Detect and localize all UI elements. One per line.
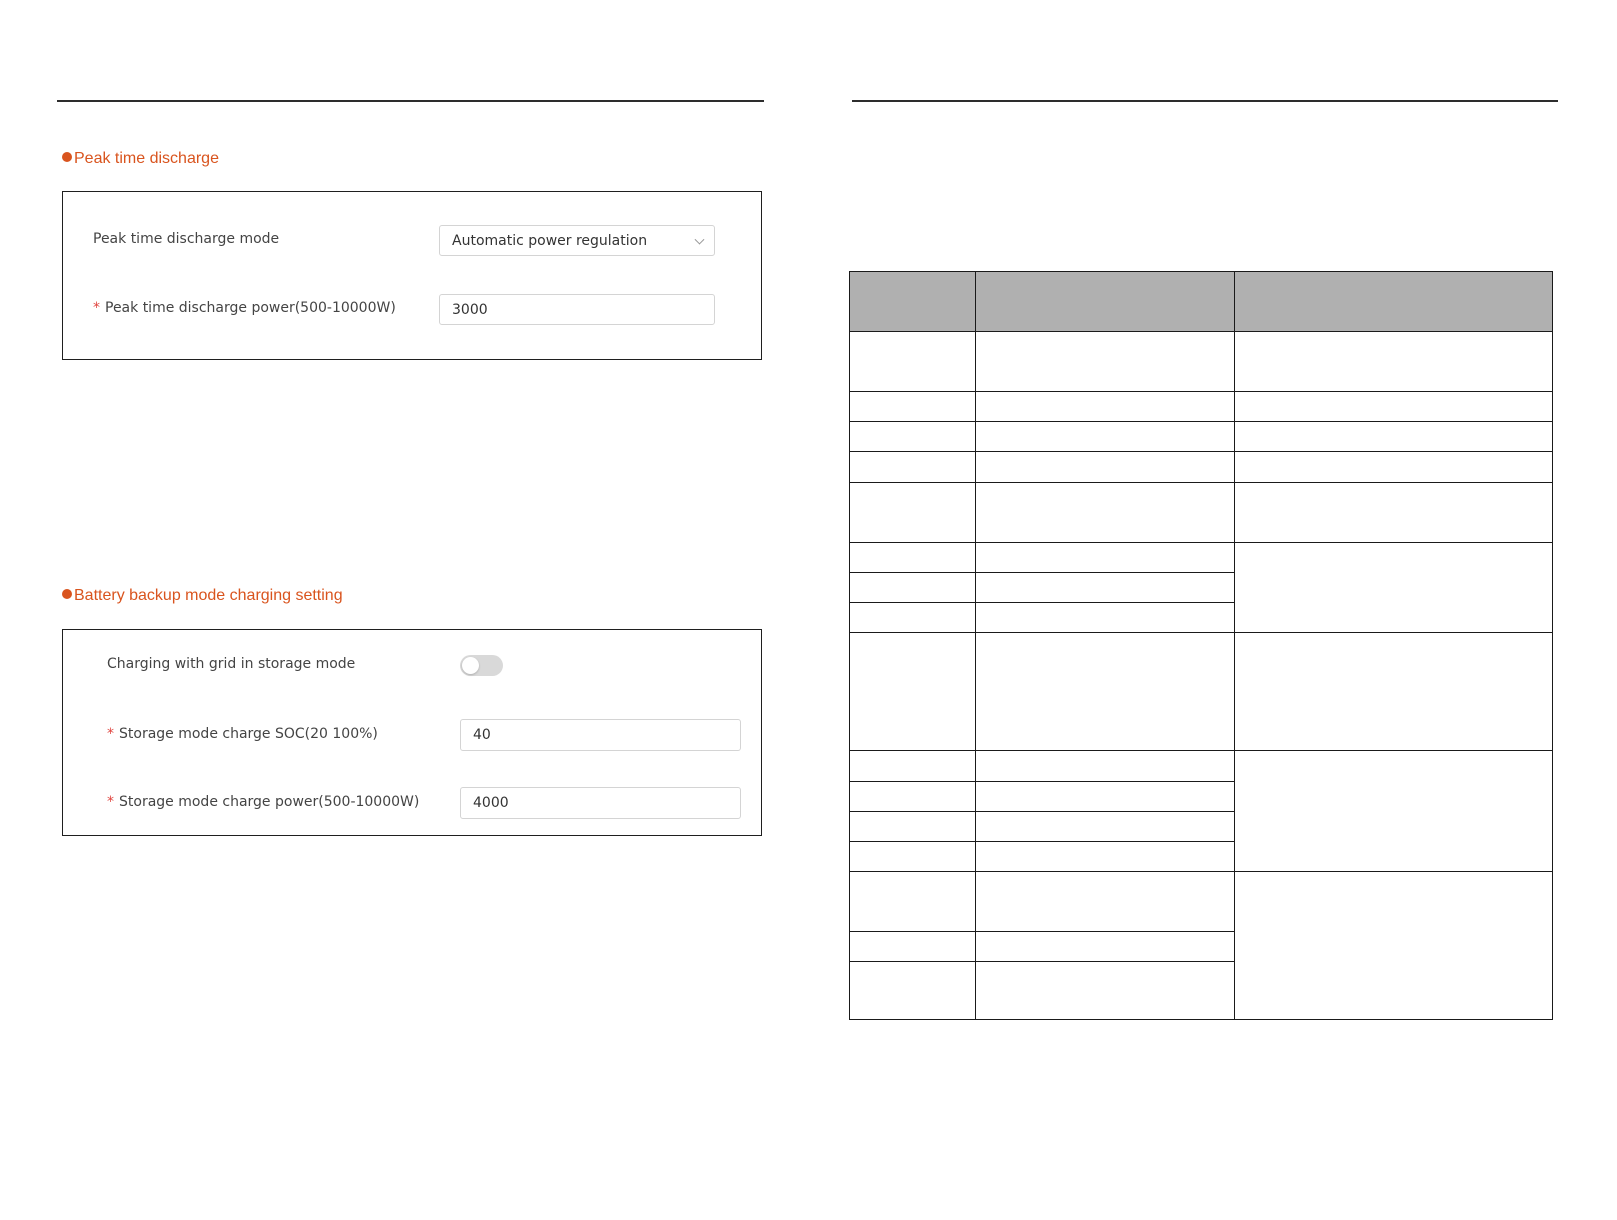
table-cell: [976, 782, 1235, 812]
table-row: [850, 543, 1553, 573]
peak-power-label: [93, 300, 396, 316]
table-cell: [976, 392, 1235, 422]
page-rule-right: [852, 100, 1558, 102]
chevron-down-icon[interactable]: [695, 234, 705, 244]
table-cell: [850, 483, 976, 543]
table-cell: [850, 603, 976, 633]
charge-power-label: [107, 794, 419, 810]
backup-heading-text: Battery backup mode charging setting: [74, 587, 343, 604]
table-cell: [850, 452, 976, 483]
backup-section-heading: [62, 587, 343, 605]
table-cell: [850, 332, 976, 392]
peak-mode-label: Peak time discharge mode: [93, 231, 280, 247]
table-cell: [1235, 483, 1553, 543]
bullet-dot-icon: [62, 152, 72, 162]
bullet-dot-icon: [62, 589, 72, 599]
table-cell: [1235, 633, 1553, 751]
required-mark: *: [93, 300, 100, 316]
charge-power-label-text: Storage mode charge power(500-10000W): [119, 794, 420, 810]
soc-label-text: Storage mode charge SOC(20 100%): [119, 726, 378, 742]
table-header-cell: [1235, 272, 1553, 332]
table-row: [850, 483, 1553, 543]
table-row: [850, 332, 1553, 392]
table-cell: [850, 872, 976, 932]
spec-table: [849, 271, 1553, 1020]
peak-power-input[interactable]: [439, 294, 715, 325]
table-cell-merged: [1235, 751, 1553, 872]
table-cell-merged: [1235, 543, 1553, 633]
table-row: [850, 392, 1553, 422]
peak-mode-value: Automatic power regulation: [452, 232, 648, 249]
table-cell: [850, 392, 976, 422]
page-rule-left: [57, 100, 764, 102]
soc-label: [107, 726, 378, 742]
table-cell: [1235, 452, 1553, 483]
grid-charging-toggle[interactable]: [460, 655, 503, 676]
table-cell: [1235, 332, 1553, 392]
table-row: [850, 872, 1553, 932]
table-cell: [850, 573, 976, 603]
soc-value: 40: [473, 727, 491, 743]
peak-section-heading: [62, 150, 219, 168]
table-cell: [976, 633, 1235, 751]
table-cell: [850, 543, 976, 573]
table-cell: [976, 332, 1235, 392]
table-cell: [976, 812, 1235, 842]
table-cell: [850, 422, 976, 452]
required-mark: *: [107, 794, 114, 810]
table-cell: [976, 932, 1235, 962]
soc-input[interactable]: [460, 719, 741, 751]
table-cell: [850, 782, 976, 812]
peak-discharge-panel: [62, 191, 762, 360]
table-cell: [1235, 392, 1553, 422]
table-row: [850, 452, 1553, 483]
table-cell: [976, 842, 1235, 872]
charge-power-input[interactable]: [460, 787, 741, 819]
table-cell: [850, 812, 976, 842]
table-cell: [850, 751, 976, 782]
table-header-cell: [976, 272, 1235, 332]
table-cell: [976, 483, 1235, 543]
table-cell: [1235, 422, 1553, 452]
table-row: [850, 751, 1553, 782]
charge-power-value: 4000: [473, 795, 509, 811]
peak-power-label-text: Peak time discharge power(500-10000W): [105, 300, 396, 316]
table-cell: [850, 842, 976, 872]
table-row: [850, 422, 1553, 452]
table-cell: [976, 962, 1235, 1020]
toggle-knob: [462, 657, 479, 674]
table-cell: [976, 573, 1235, 603]
table-header-cell: [850, 272, 976, 332]
peak-heading-text: Peak time discharge: [74, 150, 219, 167]
table-cell: [850, 932, 976, 962]
table-header-row: [850, 272, 1553, 332]
backup-charging-panel: [62, 629, 762, 836]
table-cell: [976, 872, 1235, 932]
table-cell: [976, 603, 1235, 633]
table-cell-merged: [1235, 872, 1553, 1020]
required-mark: *: [107, 726, 114, 742]
table-row: [850, 633, 1553, 751]
table-cell: [976, 751, 1235, 782]
table-cell: [976, 452, 1235, 483]
peak-mode-select[interactable]: [439, 225, 715, 256]
table-cell: [976, 422, 1235, 452]
grid-charging-label: Charging with grid in storage mode: [107, 656, 356, 672]
peak-power-value: 3000: [452, 301, 488, 318]
table-cell: [850, 962, 976, 1020]
table-cell: [976, 543, 1235, 573]
table-cell: [850, 633, 976, 751]
